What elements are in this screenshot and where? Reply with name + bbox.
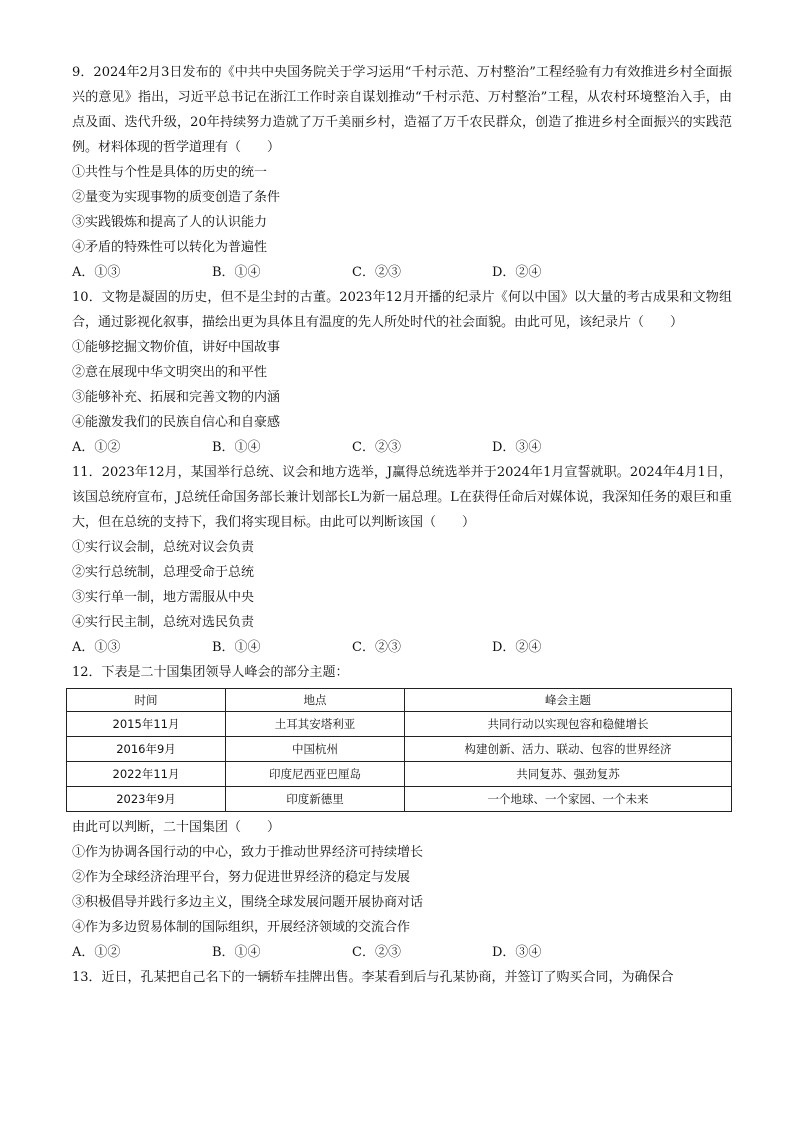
question-11-choices (72, 635, 732, 660)
exam-page (72, 60, 732, 990)
question-10-choices (72, 435, 732, 460)
choice-c: C．②③ (352, 640, 401, 655)
question-11-stem: 11．2023年12月，某国举行总统、议会和地方选举，J赢得总统选举并于2024年1月宣誓就职。2024年4月1日，该国总统府宣布，J总统任命国务部长兼计划部长L为新一届总理。L在获得任命后对媒体说，我深知任务的艰巨和重大，但在总统的支持下，我们将实现目标。由此可以判断该国（ ） (72, 465, 732, 530)
table-row (67, 712, 732, 737)
table-row (67, 762, 732, 787)
question-10-stem: 10．文物是凝固的历史，但不是尘封的古董。2023年12月开播的纪录片《何以中国》以大量的考古成果和文物组合，通过影视化叙事，描绘出更为具体且有温度的先人所处时代的社会面貌。由此可见，该纪录片（ ） (72, 290, 732, 330)
question-12-choices (72, 940, 732, 965)
question-12-item: ③积极倡导并践行多边主义，围绕全球发展问题开展协商对话 (72, 895, 424, 910)
question-9-stem: 9．2024年2月3日发布的《中共中央国务院关于学习运用“千村示范、万村整治”工程经验有力有效推进乡村全面振兴的意见》指出，习近平总书记在浙江工作时亲自谋划推动“千村示范、万村整治”工程，从农村环境整治入手，由点及面、迭代升级，20年持续努力造就了万千美丽乡村，造福了万千农民群众，创造了推进乡村全面振兴的实践范例。材料体现的哲学道理有（ ） (72, 65, 732, 155)
table-header-cell: 峰会主题 (405, 689, 732, 712)
question-10-item: ②意在展现中华文明突出的和平性 (72, 365, 268, 380)
g20-summit-table (66, 688, 732, 812)
table-cell: 土耳其安塔利亚 (226, 712, 405, 737)
choice-b: B．①④ (212, 945, 261, 960)
choice-b: B．①④ (212, 640, 261, 655)
table-cell: 2015年11月 (67, 712, 226, 737)
table-cell: 一个地球、一个家园、一个未来 (405, 787, 732, 812)
table-row (67, 787, 732, 812)
choice-d: D．③④ (492, 440, 542, 455)
table-cell: 2022年11月 (67, 762, 226, 787)
table-cell: 2016年9月 (67, 737, 226, 762)
table-cell: 印度新德里 (226, 787, 405, 812)
table-cell: 印度尼西亚巴厘岛 (226, 762, 405, 787)
table-cell: 构建创新、活力、联动、包容的世界经济 (405, 737, 732, 762)
question-10-item: ④能激发我们的民族自信心和自豪感 (72, 415, 281, 430)
question-12-item: ④作为多边贸易体制的国际组织，开展经济领域的交流合作 (72, 920, 411, 935)
question-12-item: ①作为协调各国行动的中心，致力于推动世界经济可持续增长 (72, 845, 424, 860)
table-cell: 中国杭州 (226, 737, 405, 762)
question-12-prompt: 由此可以判断，二十国集团（ ） (72, 820, 281, 835)
table-cell: 2023年9月 (67, 787, 226, 812)
question-10-item: ①能够挖掘文物价值，讲好中国故事 (72, 340, 281, 355)
question-9-item: ④矛盾的特殊性可以转化为普遍性 (72, 240, 268, 255)
question-9-item: ③实践锻炼和提高了人的认识能力 (72, 215, 268, 230)
table-header-cell: 地点 (226, 689, 405, 712)
choice-a: A．①③ (72, 265, 121, 280)
question-9-item: ②量变为实现事物的质变创造了条件 (72, 190, 281, 205)
table-row (67, 737, 732, 762)
question-11-item: ①实行议会制，总统对议会负责 (72, 540, 255, 555)
question-12-stem: 12．下表是二十国集团领导人峰会的部分主题： (72, 665, 349, 680)
choice-a: A．①② (72, 945, 121, 960)
choice-a: A．①② (72, 440, 121, 455)
choice-d: D．②④ (492, 265, 542, 280)
choice-a: A．①③ (72, 640, 121, 655)
choice-b: B．①④ (212, 440, 261, 455)
question-11-item: ②实行总统制，总理受命于总统 (72, 565, 255, 580)
table-header-cell: 时间 (67, 689, 226, 712)
choice-c: C．②③ (352, 440, 401, 455)
question-9-choices (72, 260, 732, 285)
question-13-stem: 13．近日，孔某把自己名下的一辆轿车挂牌出售。李某看到后与孔某协商，并签订了购买合同，为确保合 (72, 970, 674, 985)
table-cell: 共同行动以实现包容和稳健增长 (405, 712, 732, 737)
choice-c: C．②③ (352, 265, 401, 280)
choice-d: D．②④ (492, 640, 542, 655)
question-9-item: ①共性与个性是具体的历史的统一 (72, 165, 268, 180)
question-11-item: ④实行民主制，总统对选民负责 (72, 615, 255, 630)
table-header-row (67, 689, 732, 712)
question-10-item: ③能够补充、拓展和完善文物的内涵 (72, 390, 281, 405)
question-11-item: ③实行单一制，地方需服从中央 (72, 590, 255, 605)
table-cell: 共同复苏、强劲复苏 (405, 762, 732, 787)
choice-d: D．③④ (492, 945, 542, 960)
question-12-item: ②作为全球经济治理平台，努力促进世界经济的稳定与发展 (72, 870, 411, 885)
choice-c: C．②③ (352, 945, 401, 960)
choice-b: B．①④ (212, 265, 261, 280)
